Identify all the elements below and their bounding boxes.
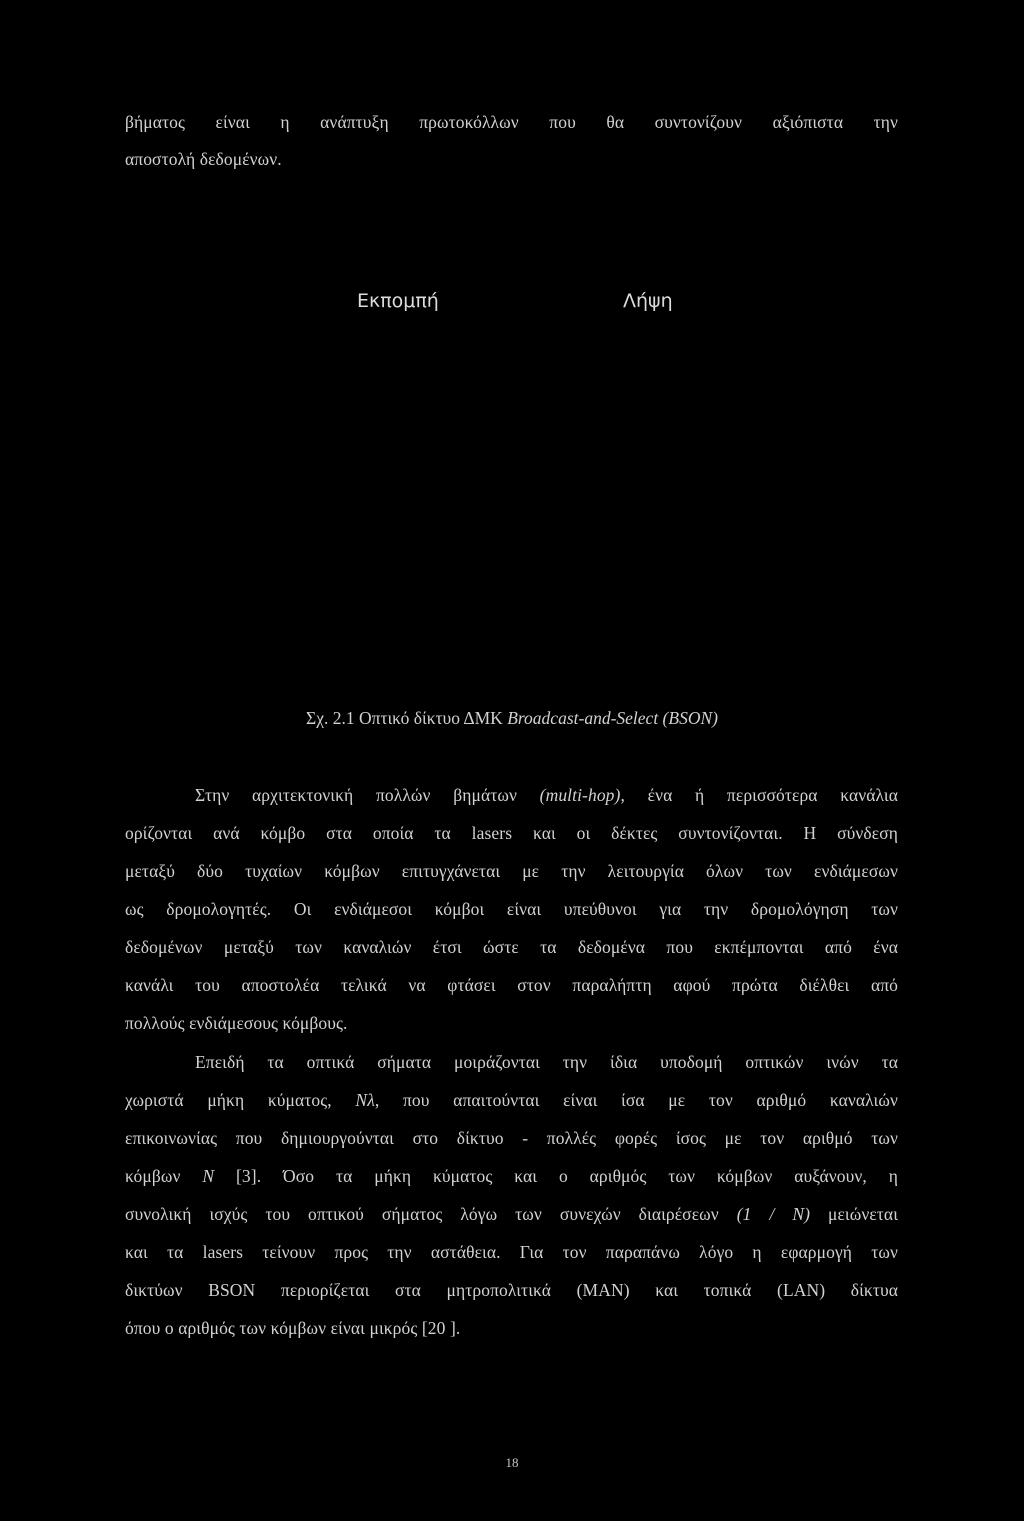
body-text-line — [125, 1165, 898, 1187]
body-text-line — [195, 784, 898, 806]
caption-prefix: Σχ. 2.1 Οπτικό δίκτυο ΔΜΚ — [306, 708, 508, 728]
body-text-line: δεδομένων μεταξύ των καναλιών έτσι ώστε τα δεδομένα που εκπέμπονται από ένα — [125, 937, 898, 957]
figure-label-transmit: Εκπομπή — [357, 290, 439, 312]
body-text-line: βήματος είναι η ανάπτυξη πρωτοκόλλων που θα συντονίζουν αξιόπιστα την — [125, 112, 898, 132]
text-segment: χωριστά μήκη κύματος, — [125, 1090, 356, 1110]
body-text-line: πολλούς ενδιάμεσους κόμβους. — [125, 1013, 348, 1033]
body-text-line: Επειδή τα οπτικά σήματα μοιράζονται την ίδια υποδομή οπτικών ινών τα — [195, 1052, 898, 1072]
figure-caption — [0, 707, 1024, 729]
caption-italic: Broadcast-and-Select (BSON) — [507, 708, 718, 728]
body-text-line: όπου ο αριθμός των κόμβων είναι μικρός [20 ]. — [125, 1318, 461, 1338]
body-text-line — [125, 1203, 898, 1225]
figure-label-receive: Λήψη — [623, 290, 673, 312]
text-segment: , που απαιτούνται είναι ίσα με τον αριθμό καναλιών — [374, 1090, 898, 1110]
text-segment: μειώνεται — [810, 1204, 899, 1224]
body-text-line: δικτύων BSON περιορίζεται στα μητροπολιτικά (MAN) και τοπικά (LAN) δίκτυα — [125, 1280, 898, 1300]
body-text-line: μεταξύ δύο τυχαίων κόμβων επιτυγχάνεται με την λειτουργία όλων των ενδιάμεσων — [125, 861, 898, 881]
text-segment: κόμβων — [125, 1166, 203, 1186]
text-segment: Στην αρχιτεκτονική πολλών βημάτων — [195, 785, 540, 805]
text-italic-segment: N — [202, 1166, 215, 1186]
body-text-line: και τα lasers τείνουν προς την αστάθεια. Για τον παραπάνω λόγο η εφαρμογή των — [125, 1242, 898, 1262]
body-text-line: ως δρομολογητές. Οι ενδιάμεσοι κόμβοι είναι υπεύθυνοι για την δρομολόγηση των — [125, 899, 898, 919]
page-number: 18 — [505, 1455, 519, 1470]
body-text-line: ορίζονται ανά κόμβο στα οποία τα lasers και οι δέκτες συντονίζονται. Η σύνδεση — [125, 823, 898, 843]
text-italic-segment: (multi-hop) — [539, 785, 621, 805]
text-segment: συνολική ισχύς του οπτικού σήματος λόγω των συνεχών διαιρέσεων — [125, 1204, 737, 1224]
text-italic-segment: Nλ — [355, 1090, 375, 1110]
figure-bson-diagram — [125, 270, 898, 680]
body-text-line: κανάλι του αποστολέα τελικά να φτάσει στον παραλήπτη αφού πρώτα διέλθει από — [125, 975, 898, 995]
text-italic-segment: (1 / N) — [736, 1204, 811, 1224]
text-segment: , ένα ή περισσότερα κανάλια — [620, 785, 898, 805]
body-text-line: επικοινωνίας που δημιουργούνται στο δίκτυο - πολλές φορές ίσος με τον αριθμό των — [125, 1128, 898, 1148]
body-text-line — [125, 1089, 898, 1111]
body-text-line: αποστολή δεδομένων. — [125, 149, 282, 169]
text-segment: [3]. Όσο τα μήκη κύματος και ο αριθμός των κόμβων αυξάνουν, η — [214, 1166, 898, 1186]
